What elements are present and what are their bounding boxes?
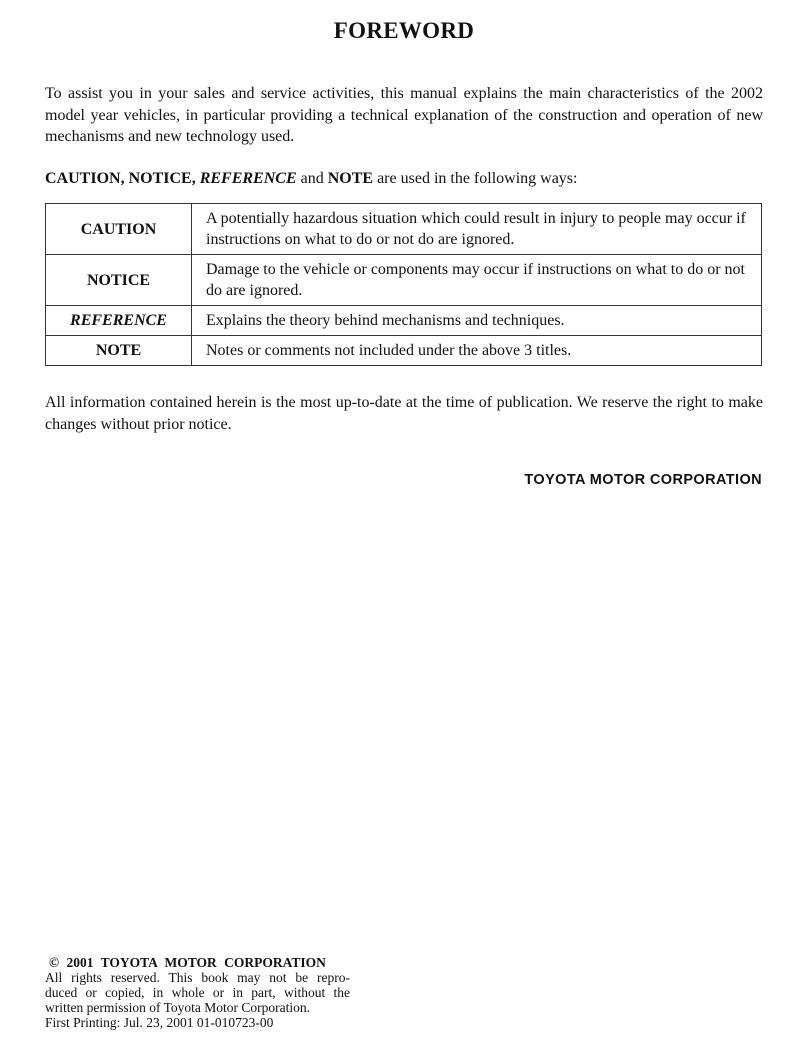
note-description: Notes or comments not included under the above 3 titles. — [192, 336, 762, 366]
table-row — [46, 306, 762, 336]
table-row — [46, 255, 762, 306]
caution-label: CAUTION — [46, 204, 192, 255]
note-label: NOTE — [46, 336, 192, 366]
first-printing-line: First Printing: Jul. 23, 2001 01-010723-00 — [45, 1015, 274, 1030]
notice-label: NOTICE — [46, 255, 192, 306]
table-row — [46, 336, 762, 366]
corporation-name: TOYOTA MOTOR CORPORATION — [524, 472, 762, 488]
table-row — [46, 204, 762, 255]
usage-term-reference: REFERENCE — [199, 170, 297, 187]
page-title: FOREWORD — [333, 18, 475, 43]
usage-rest: are used in the following ways: — [377, 170, 578, 187]
usage-conjunction: and — [300, 170, 324, 187]
intro-paragraph: To assist you in your sales and service activities, this manual explains the main characteristics of the 2002 model year vehicles, in particular providing a technical explanation of the construction and operation of new mechanisms and new technology used. — [45, 85, 763, 145]
reference-label: REFERENCE — [46, 306, 192, 336]
copyright-line: © 2001 TOYOTA MOTOR CORPORATION — [49, 955, 326, 970]
all-info-paragraph: All information contained herein is the most up-to-date at the time of publication. We reserve the right to make changes without prior notice. — [45, 394, 763, 433]
rights-line-3: written permission of Toyota Motor Corporation. — [45, 1000, 311, 1015]
rights-line-1: All rights reserved. This book may not be repro- — [45, 970, 350, 985]
notice-description: Damage to the vehicle or components may occur if instructions on what to do or not do are ignored. — [192, 255, 762, 306]
usage-term-caution-notice: CAUTION, NOTICE, — [45, 170, 196, 187]
copyright-block — [45, 955, 350, 1030]
usage-sentence — [45, 168, 763, 190]
caution-description: A potentially hazardous situation which could result in injury to people may occur if instructions on what to do or not do are ignored. — [192, 204, 762, 255]
usage-term-note: NOTE — [327, 170, 374, 187]
reference-description: Explains the theory behind mechanisms and techniques. — [192, 306, 762, 336]
notes-table — [45, 203, 762, 366]
rights-line-2: duced or copied, in whole or in part, without the — [45, 985, 350, 1000]
